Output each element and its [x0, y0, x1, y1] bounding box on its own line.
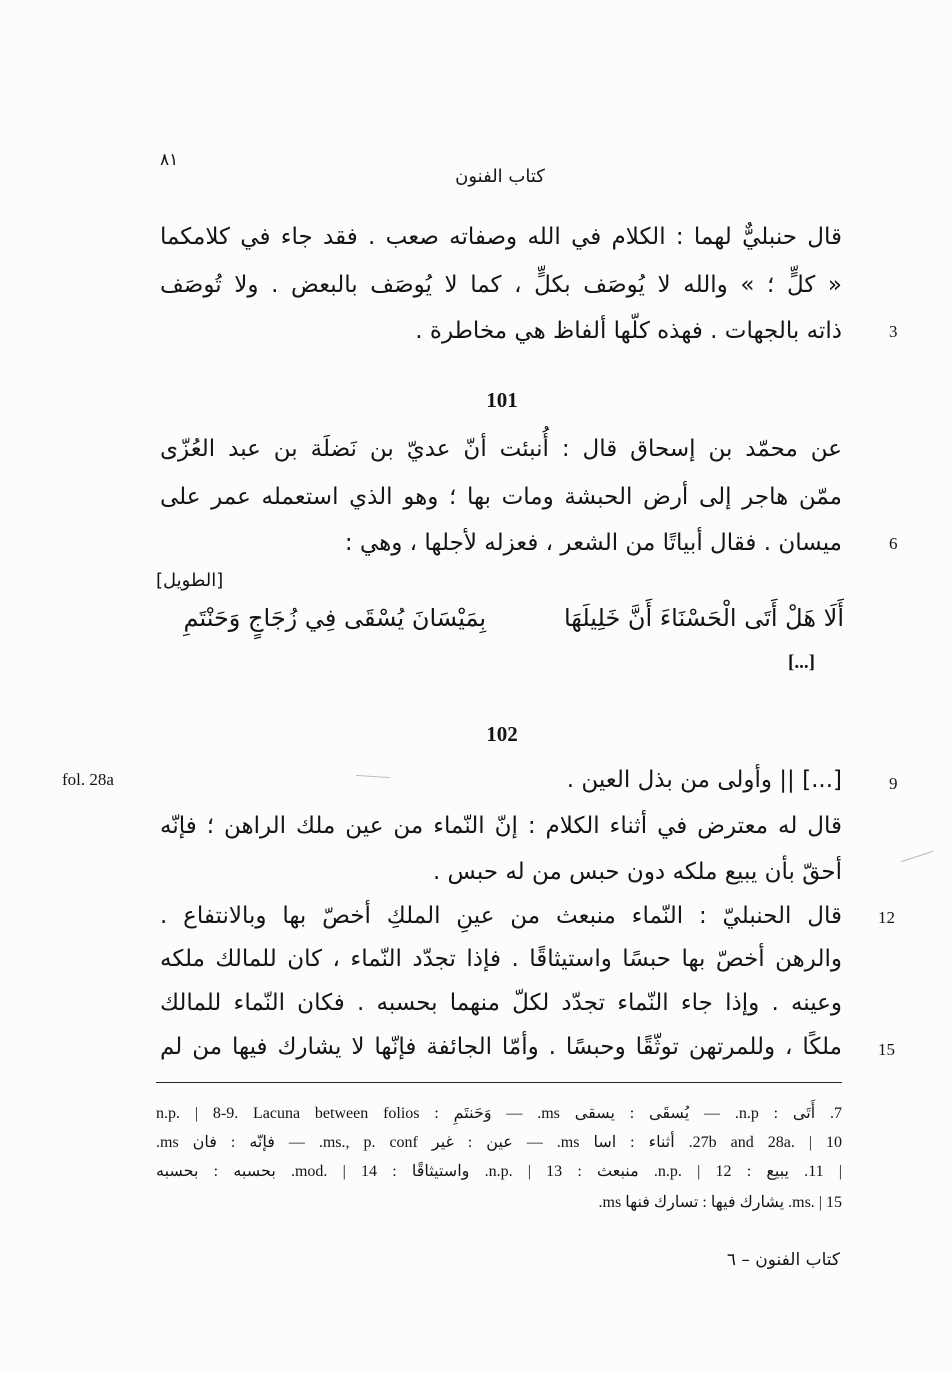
text-line: ممّن هاجر إلى أرض الحبشة ومات بها ؛ وهو الذي استعمله عمر على: [160, 484, 842, 510]
text-line: قال الحنبليّ : النّماء منبعث من عينِ الملكِ أخصّ بها وبالانتفاع .: [160, 903, 842, 929]
paper-mark: [901, 851, 934, 862]
line-number: 6: [889, 534, 898, 553]
printer-signature: كتاب الفنون – ٦: [726, 1250, 840, 1270]
line-number: 12: [878, 908, 895, 927]
verse-second-hemistich: بِمَيْسَانَ يُسْقَى فِي زُجَاجٍ وَحَنْتَمِ: [183, 604, 486, 632]
footnote-rule: [156, 1082, 842, 1083]
meter-label: [الطويل]: [156, 570, 224, 591]
running-title: كتاب الفنون: [455, 166, 545, 187]
text-line: قال حنبليٌّ لهما : الكلام في الله وصفاته صعب . فقد جاء في كلامكما: [160, 224, 842, 250]
text-line: [...] || وأولى من بذل العين .: [566, 767, 842, 793]
line-number: 3: [889, 322, 898, 341]
footnote-line: 27b and 28a. | 10. أثناء : اسا ms. — عين : غير ms., p. conf. — فإنّه : فان ms.: [156, 1134, 842, 1151]
section-heading: 102: [486, 722, 518, 746]
footnote-line: ms. | 15. يشارك فيها : تسارك فنها ms.: [598, 1194, 842, 1211]
footnote-line: 7. أَتَى : n.p. — يُسقَى : يسقى ms. — وَحَنتَمِ : n.p. | 8-9. Lacuna between folios: [156, 1105, 843, 1122]
line-number: 15: [878, 1040, 895, 1059]
page-number: ٨١: [160, 150, 179, 170]
text-line: قال له معترض في أثناء الكلام : إنّ النّماء من عين ملك الراهن ؛ فإنّه: [160, 813, 842, 839]
footnote-line: | 11. يبيع : n.p. | 12. منبعث : n.p. | 13. واستيثاقًا : mod. | 14. بحسبه : بحسبه: [156, 1163, 842, 1180]
text-line: والرهن أخصّ بها حبسًا واستيثاقًا . فإذا تجدّد النّماء ، كان للمالك ملكه: [160, 946, 842, 972]
lacuna-marker: [...]: [788, 652, 815, 673]
folio-margin-note: fol. 28a: [62, 770, 114, 789]
text-line: ذاته بالجهات . فهذه كلّها ألفاظ هي مخاطرة .: [415, 318, 842, 344]
section-heading: 101: [486, 388, 518, 412]
line-number: 9: [889, 774, 898, 793]
verse-first-hemistich: أَلَا هَلْ أَتَى الْحَسْنَاءَ أَنَّ خَلِيلَهَا: [563, 604, 844, 632]
text-line: ميسان . فقال أبياتًا من الشعر ، فعزله لأجلها ، وهي :: [344, 530, 842, 556]
text-line: ملكًا ، وللمرتهن توثّقًا وحبسًا . وأمّا الجائفة فإنّها لا يشارك فيها من لم: [160, 1034, 842, 1060]
text-line: أحقّ بأن يبيع ملكه دون حبس من له حبس .: [432, 859, 842, 885]
text-line: وعينه . وإذا جاء النّماء تجدّد لكلّ منهما بحسبه . فكان النّماء للمالك: [160, 990, 842, 1016]
text-line: عن محمّد بن إسحاق قال : أُنبئت أنّ عديّ بن نَضلَة بن عبد العُزّى: [160, 436, 842, 462]
text-line: « كلٍّ ؛ » والله لا يُوصَف بكلٍّ ، كما لا يُوصَف بالبعض . ولا تُوصَف: [160, 272, 842, 298]
